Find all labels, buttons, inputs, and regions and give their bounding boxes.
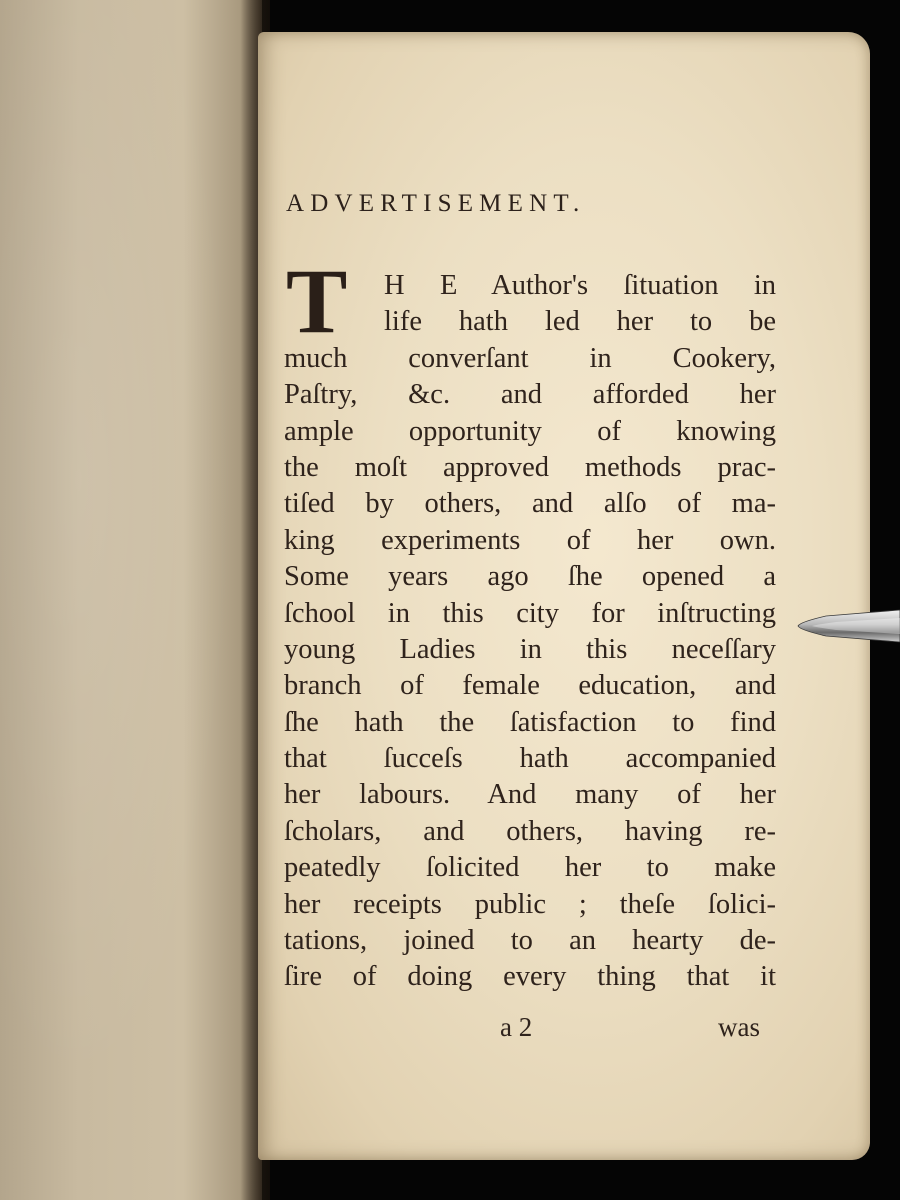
text-line: her receipts public ; theſe ſolici- — [284, 888, 776, 920]
metal-pointer-icon — [796, 604, 900, 648]
drop-cap: T — [286, 250, 348, 352]
text-line: ſire of doing every thing that it — [284, 961, 776, 993]
text-line: branch of female education, and — [284, 670, 776, 702]
text-line: Some years ago ſhe opened a — [284, 561, 776, 593]
text-line: young Ladies in this neceſſary — [284, 633, 776, 665]
text-line: peatedly ſolicited her to make — [284, 852, 776, 884]
text-line: Paſtry, &c. and afforded her — [284, 379, 776, 411]
body-text — [284, 268, 776, 996]
text-line: her labours. And many of her — [284, 779, 776, 811]
text-line: the moſt approved methods prac- — [284, 451, 776, 483]
text-line: tations, joined to an hearty de- — [284, 925, 776, 957]
left-facing-page — [0, 0, 262, 1200]
text-line: ſchool in this city for inſtructing — [284, 597, 776, 629]
text-line: ſhe hath the ſatisfaction to find — [284, 706, 776, 738]
text-line: that ſucceſs hath accompanied — [284, 743, 776, 775]
page-heading: ADVERTISEMENT. — [286, 190, 586, 217]
signature-mark: a 2 — [500, 1012, 533, 1042]
text-line: ample opportunity of knowing — [284, 415, 776, 447]
text-line: tiſed by others, and alſo of ma- — [284, 488, 776, 520]
text-line: much converſant in Cookery, — [284, 342, 776, 374]
catchword: was — [718, 1012, 760, 1042]
text-line: king experiments of her own. — [284, 524, 776, 556]
text-line: life hath led her to be — [384, 306, 776, 338]
text-line: H E Author's ſituation in — [384, 270, 776, 301]
text-line: ſcholars, and others, having re- — [284, 815, 776, 847]
